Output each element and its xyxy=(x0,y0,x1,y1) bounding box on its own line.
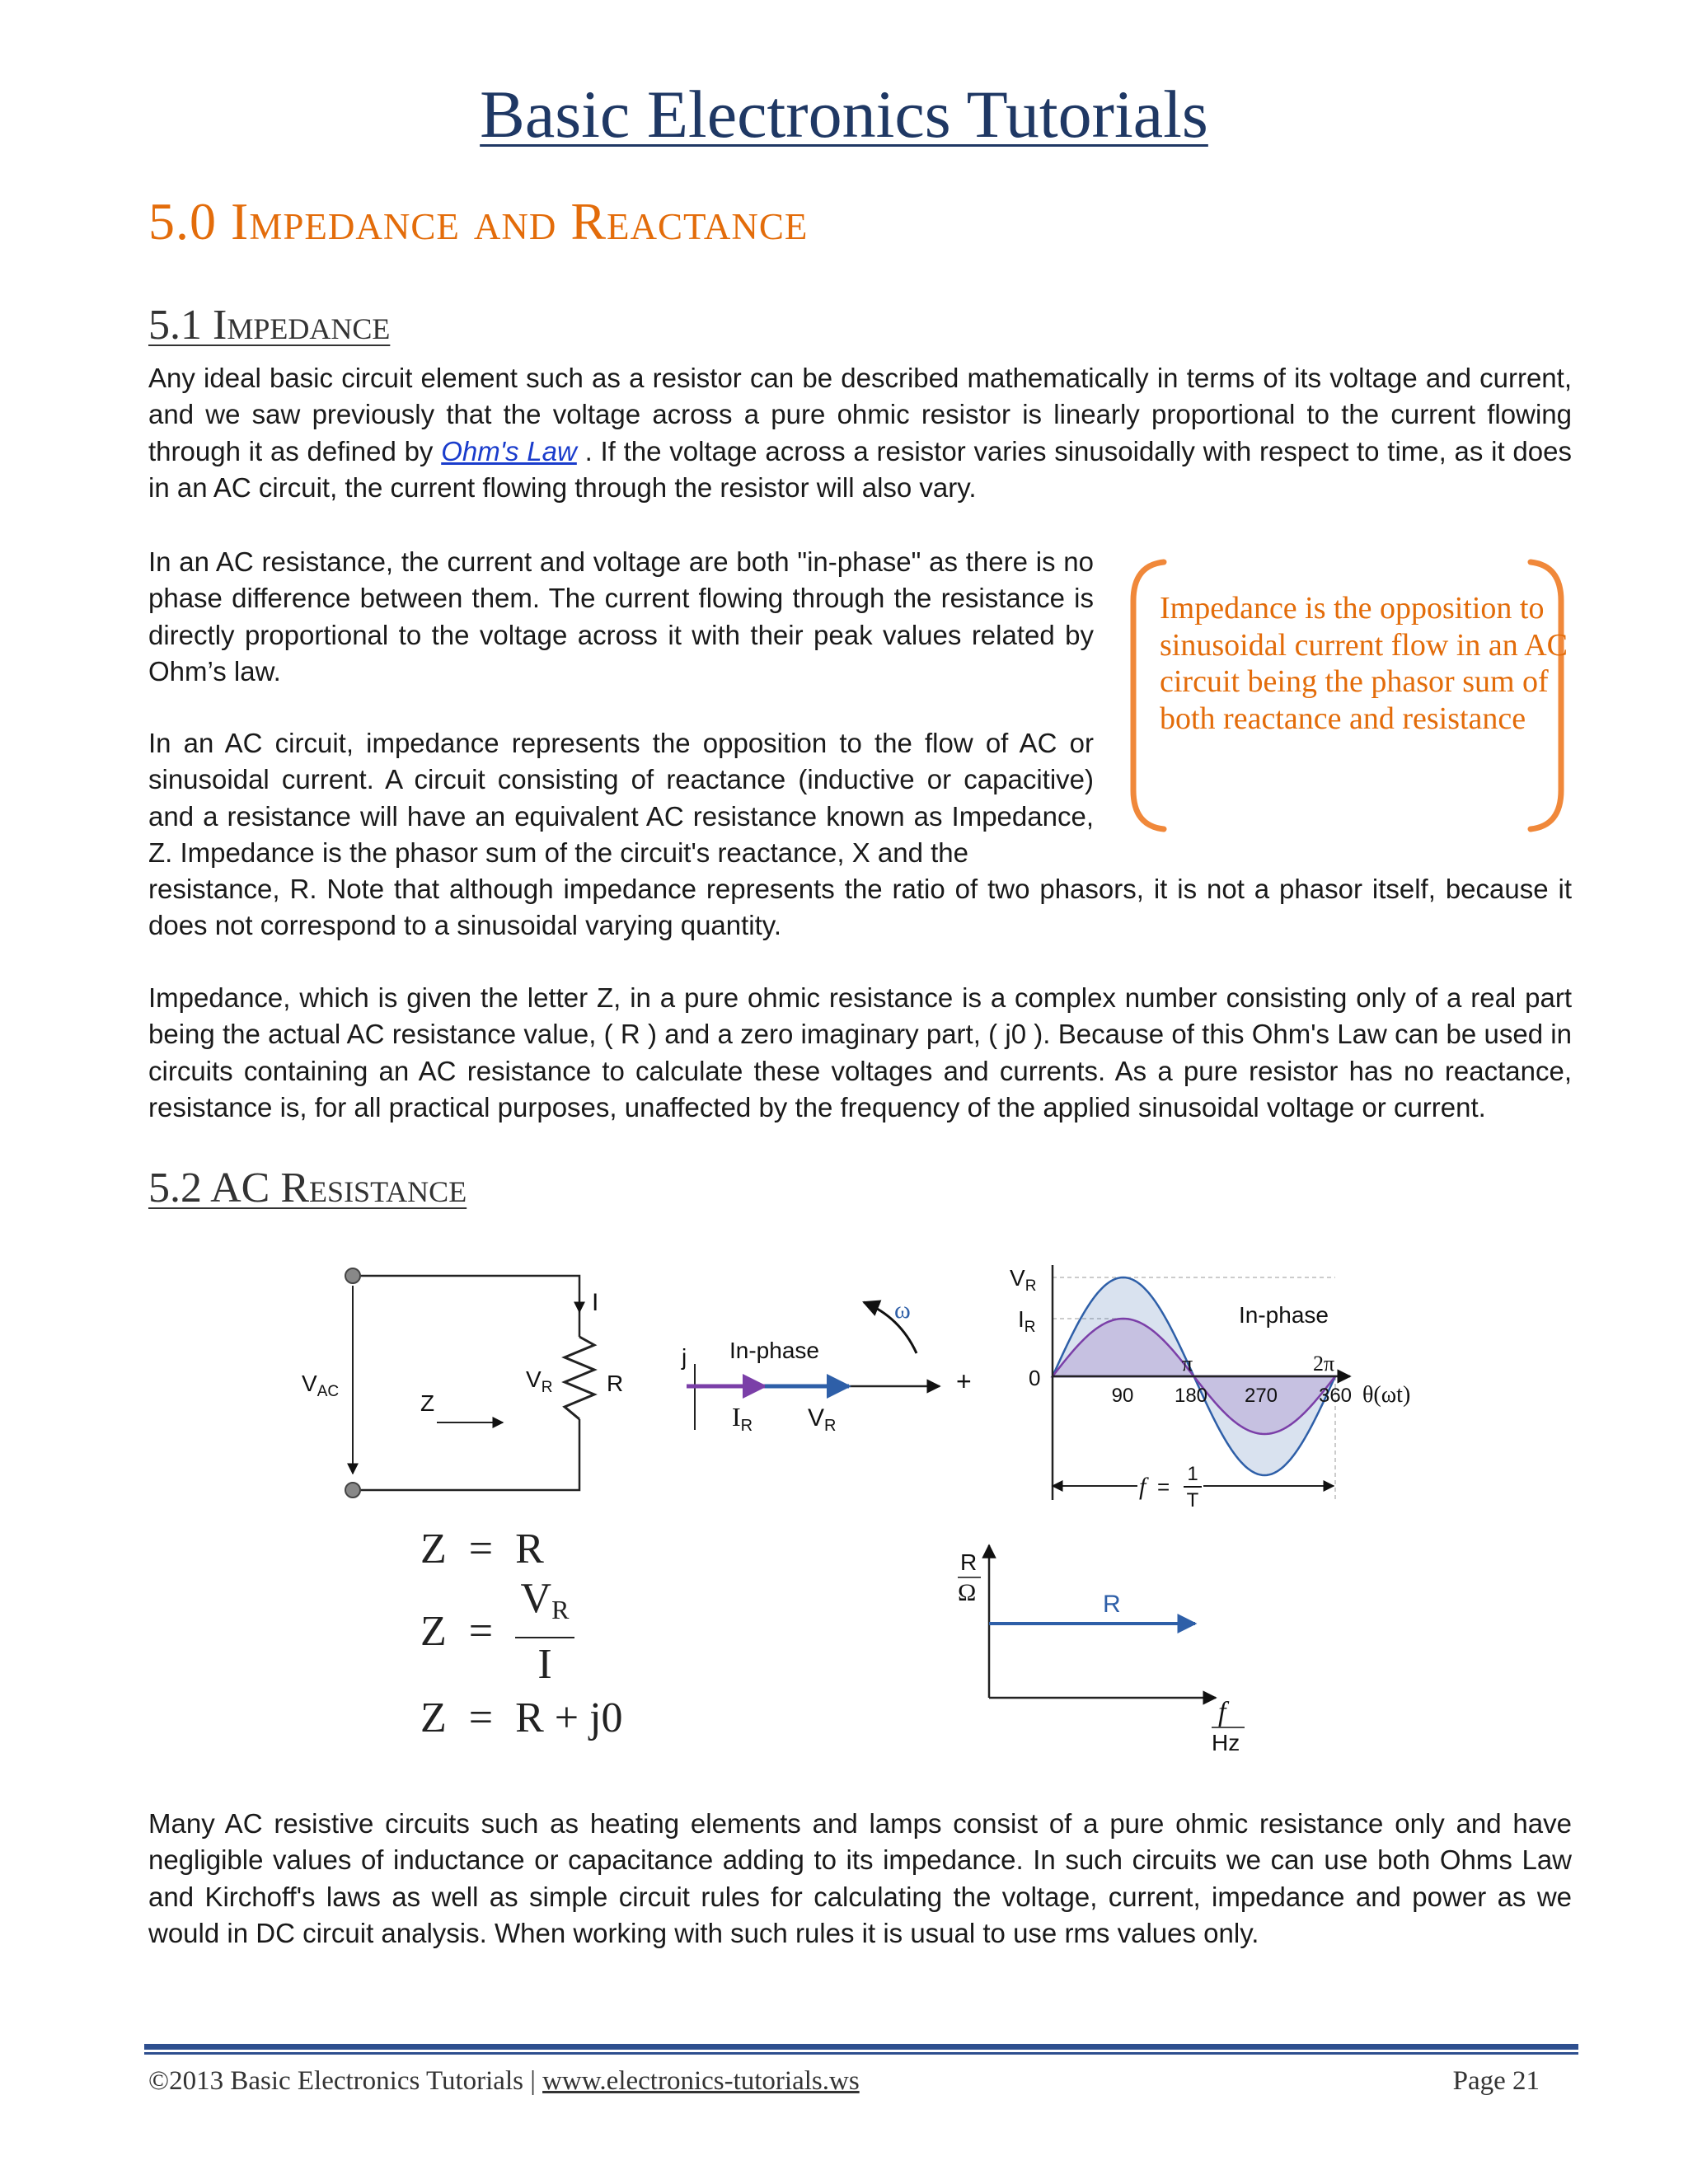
waveform-ir-main: I xyxy=(1018,1306,1025,1332)
eq1-rhs: R xyxy=(515,1526,544,1572)
footer-separator: | xyxy=(530,2066,536,2096)
footer-left xyxy=(148,2066,860,2097)
paragraph-impedance-def: In an AC circuit, impedance represents the opposition to the flow of AC or sinusoidal current. A circuit consisting of reactance (inductive or capacitive) and a resistance will have an equivalent AC resistance known as Impedance, Z. Impedance is the phasor sum of the circuit's reactance, X and the xyxy=(148,728,1094,869)
waveform-ir-label xyxy=(1018,1306,1036,1336)
phasor-voltage-sub: R xyxy=(824,1417,837,1435)
circuit-wire xyxy=(353,1276,579,1337)
impedance-label: Z xyxy=(420,1390,435,1416)
pull-quote xyxy=(1127,555,1580,836)
circuit-diagram xyxy=(302,1268,623,1497)
frequency-equals: = xyxy=(1157,1474,1170,1499)
waveform-vr-sub: R xyxy=(1025,1277,1037,1295)
phasor-in-phase-label: In-phase xyxy=(729,1338,819,1363)
waveform-in-phase-label: In-phase xyxy=(1239,1302,1329,1328)
circuit-wire xyxy=(353,1419,579,1490)
terminal-node xyxy=(345,1483,360,1497)
resistor-voltage-sub: R xyxy=(541,1379,553,1396)
eq2-denominator: I xyxy=(537,1641,552,1688)
tick-label-360: 360 xyxy=(1318,1385,1353,1407)
eq3-lhs: Z xyxy=(420,1694,447,1741)
subsection-heading-impedance: 5.1 Impedance xyxy=(148,302,391,349)
graph-x-unit: Hz xyxy=(1212,1730,1240,1755)
real-axis-plus: + xyxy=(956,1366,972,1396)
phasor-current-sub: R xyxy=(740,1417,753,1435)
voltage-phasor-label xyxy=(808,1404,836,1435)
resistor-voltage-label xyxy=(526,1366,552,1396)
tick-label-270: 270 xyxy=(1244,1385,1278,1407)
eq2-lhs: Z xyxy=(420,1608,447,1655)
equation-1 xyxy=(420,1525,544,1573)
omega-label: ω xyxy=(894,1296,911,1324)
eq1-operator: = xyxy=(468,1526,494,1572)
paragraph-text: Any ideal basic circuit element such as a resistor can be described mathematically in terms of its voltage and current, and we saw previously that the voltage across a pure ohmic resistor is linearly proportional to the current flowing through it as defined by xyxy=(148,363,1572,466)
phasor-diagram xyxy=(681,1296,972,1435)
resistance-line-label: R xyxy=(1103,1591,1121,1618)
source-voltage-main: V xyxy=(302,1371,317,1396)
footer-copyright: ©2013 Basic Electronics Tutorials xyxy=(148,2066,523,2096)
two-pi-label: 2π xyxy=(1313,1352,1335,1376)
paragraph-in-phase: In an AC resistance, the current and voltage are both "in-phase" as there is no phase difference between them. The current flowing through the resistance is directly proportional to the voltage across it with their peak values related by Ohm’s law. xyxy=(148,546,1094,687)
phasor-voltage-main: V xyxy=(808,1404,825,1432)
ohms-law-link[interactable]: Ohm's Law xyxy=(441,435,577,466)
paragraph-text: . If the voltage across a resistor varies sinusoidally with respect to time, as it does in an AC circuit, the current flowing through the resistor will also vary. xyxy=(148,435,1572,504)
paragraph-impedance-complex: Impedance, which is given the letter Z, in a pure ohmic resistance is a complex number consisting only of a real part being the actual AC resistance value, ( R ) and a zero imaginary part, ( j0 ). Because of this Ohm's Law can be used in circuits containing an AC resistance to calculate these voltages and currents. As a pure resistor has no reactance, resistance is, for all practical purposes, unaffected by the frequency of the applied sinusoidal voltage or current. xyxy=(148,982,1572,1123)
eq1-lhs: Z xyxy=(420,1526,447,1572)
waveform-vr-main: V xyxy=(1010,1265,1025,1291)
paragraph-ac-resistive-circuits: Many AC resistive circuits such as heating elements and lamps consist of a pure ohmic resistance only and have negligible values of inductance or capacitance adding to its impedance. In such circuits we can use both Ohms Law and Kirchoff's laws as well as simple circuit rules for calculating the voltage, current, impedance and power as we would in DC circuit analysis. When working with such rules it is usual to use rms values only. xyxy=(148,1808,1572,1949)
pi-label: π xyxy=(1182,1352,1193,1376)
paragraph-impedance-intro xyxy=(148,360,1572,507)
phasor-current-main: I xyxy=(732,1402,741,1432)
source-voltage-label xyxy=(302,1371,339,1400)
j-axis-label: j xyxy=(682,1344,687,1370)
figure-diagram xyxy=(280,1261,1434,1764)
resistance-frequency-graph xyxy=(958,1545,1245,1755)
waveform-diagram xyxy=(1010,1265,1410,1511)
pull-quote-text: Impedance is the opposition to sinusoidal current flow in an AC circuit being the phasor sum of both reactance and resistance xyxy=(1160,591,1568,736)
equation-3 xyxy=(420,1694,623,1742)
theta-axis-label: θ(ωt) xyxy=(1362,1382,1411,1408)
graph-x-label: f xyxy=(1218,1697,1226,1727)
tick-label-180: 180 xyxy=(1174,1385,1208,1407)
resistor-label: R xyxy=(607,1371,624,1396)
subsection-heading-ac-resistance: 5.2 AC Resistance xyxy=(148,1165,467,1212)
waveform-origin-label: 0 xyxy=(1029,1366,1041,1390)
ac-resistance-figure xyxy=(280,1261,1434,1764)
resistor-voltage-main: V xyxy=(526,1366,542,1392)
equation-2 xyxy=(420,1607,504,1656)
eq2-numerator xyxy=(515,1574,574,1625)
eq2-operator: = xyxy=(468,1608,494,1655)
terminal-node xyxy=(345,1268,360,1283)
footer-rule xyxy=(144,2044,1578,2055)
frequency-denominator: T xyxy=(1186,1489,1199,1511)
waveform-ir-sub: R xyxy=(1024,1319,1036,1336)
eq3-rhs: R + j0 xyxy=(515,1694,623,1741)
current-label: I xyxy=(592,1289,599,1316)
eq2-numerator-main: V xyxy=(520,1575,552,1622)
source-voltage-sub: AC xyxy=(316,1383,340,1400)
page-number: Page 21 xyxy=(1452,2066,1540,2096)
graph-y-unit: Ω xyxy=(958,1579,977,1606)
document-title-text: Basic Electronics Tutorials xyxy=(480,77,1208,152)
footer-website-link[interactable]: www.electronics-tutorials.ws xyxy=(542,2066,860,2096)
tick-label-90: 90 xyxy=(1111,1385,1134,1407)
eq2-fraction-bar xyxy=(515,1637,574,1638)
current-phasor-label xyxy=(732,1402,753,1435)
waveform-vr-label xyxy=(1010,1265,1036,1295)
document-title xyxy=(0,76,1688,153)
paragraph-impedance-def-continued: resistance, R. Note that although impedance represents the ratio of two phasors, it is not a phasor itself, because it does not correspond to a sinusoidal varying quantity. xyxy=(148,874,1572,941)
eq2-numerator-sub: R xyxy=(551,1595,570,1624)
eq3-operator: = xyxy=(468,1694,494,1741)
frequency-symbol: f xyxy=(1139,1473,1146,1500)
graph-y-label: R xyxy=(960,1549,978,1575)
resistor-symbol xyxy=(565,1337,594,1419)
section-heading: 5.0 Impedance and Reactance xyxy=(148,192,809,251)
frequency-numerator: 1 xyxy=(1187,1463,1198,1485)
